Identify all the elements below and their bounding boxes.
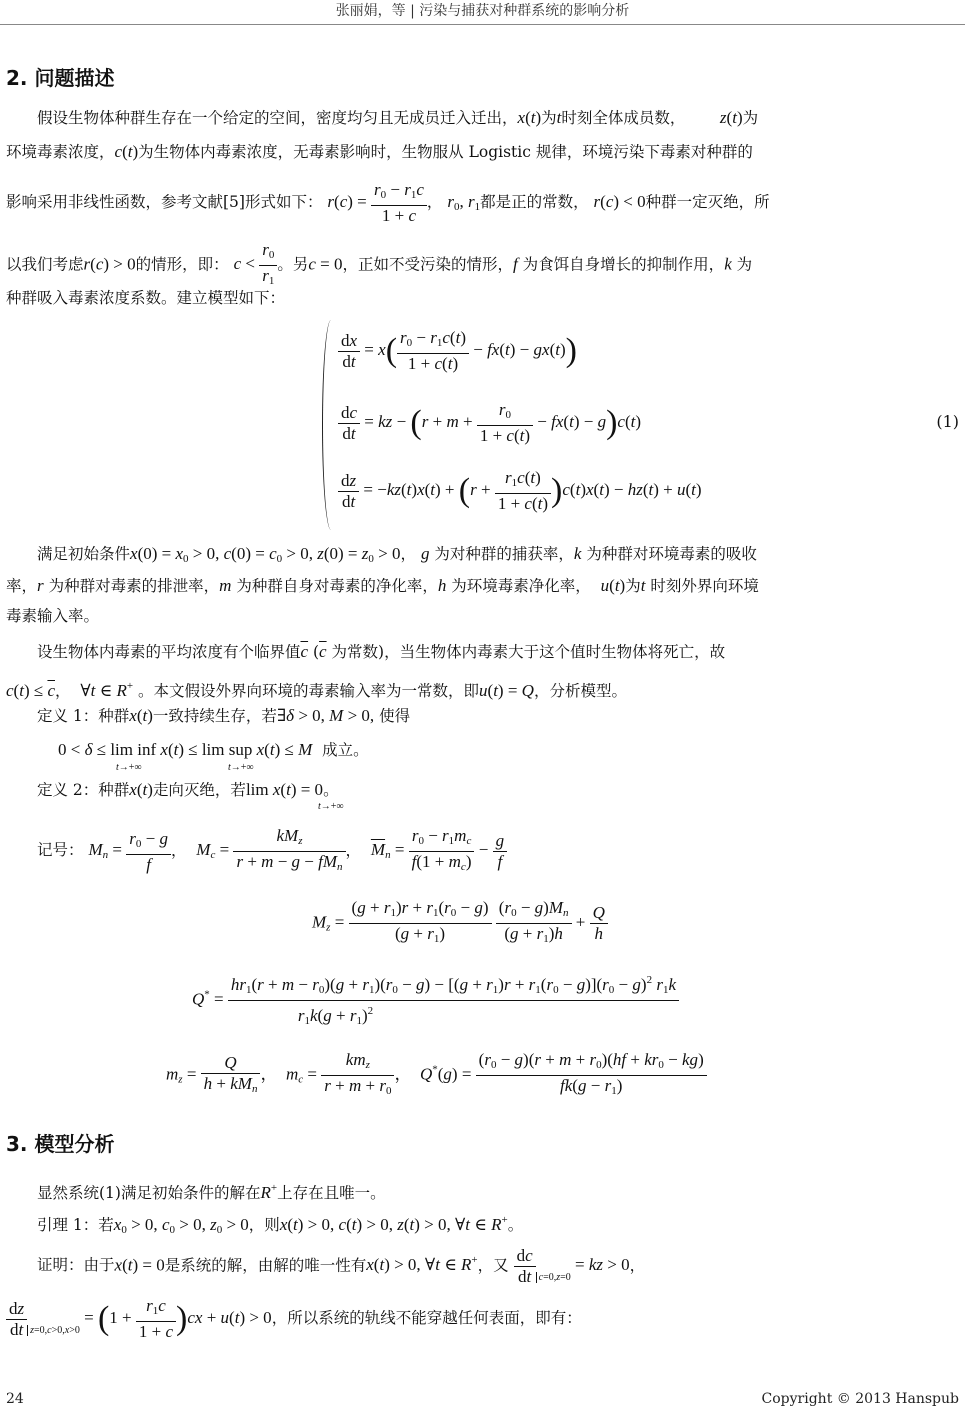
- text: 引理 1：若: [37, 1216, 114, 1234]
- lim-subscript: t→+∞: [318, 801, 344, 812]
- text: 以我们考虑: [6, 255, 84, 274]
- para-line-4: 以我们考虑r(c) > 0的情形，即： c < $\frac{r_0}{r_1}$ 。另c = 0，正如不受污染的情形，f 为食饵自身增长的抑制作用，k 为: [6, 240, 753, 287]
- text: 环境毒素浓度，: [6, 143, 115, 161]
- text: ，所以系统的轨线不能穿越任何表面，即有：: [271, 1308, 582, 1327]
- text: 为食饵自身增长的抑制作用，: [522, 255, 725, 274]
- text: ，则: [248, 1216, 280, 1234]
- text: 为种群自身对毒素的净化率，: [236, 577, 438, 595]
- para-line-8: 毒素输入率。: [6, 607, 100, 625]
- text: 满足初始条件: [37, 545, 131, 563]
- definition-1-inequality: 0 < δ ≤ lim inf x(t) ≤ lim sup x(t) ≤ M 成立。: [58, 740, 369, 759]
- equation-number: (1): [936, 412, 959, 431]
- para-line-9: 设生物体内毒素的平均浓度有个临界值$\overline{c}$ ($\overline{c}$ 为常数)，当生物体内毒素大于这个值时生物体将死亡，故: [6, 642, 961, 662]
- proof-line-2: $\frac{dz}{dt}$ $_{z=0,c>0,x>0}$ = (1 + $\frac{r_1c}{1 + c}$ )cx + u(t) > 0，所以系统的轨线不能穿越任何表面，即有：: [6, 1296, 961, 1342]
- section-2-title: 2. 问题描述: [6, 66, 115, 90]
- proof-line-1: 证明：由于x(t) = 0是系统的解，由解的唯一性有x(t) > 0, ∀t ∈ R+，又 $\frac{dc}{dt}$ $_{c=0,z=0}$ = kz > 0，: [6, 1246, 961, 1288]
- para-line-6: 满足初始条件$x(0) = x_0 > 0$, $c(0) = c_0 > 0$, $z(0) = z_0 > 0$， g 为对种群的捕获率，k 为种群对环境毒素的吸收: [6, 544, 961, 569]
- running-header: 张丽娟，等 | 污染与捕获对种群系统的影响分析: [0, 0, 965, 25]
- para-line-3: 影响采用非线性函数，参考文献[5]形式如下： r(c) = $\frac{r_0 - r_1c}{1 + c}$ ， $r_0$, $r_1$都是正的常数， r(c) < 0种群一定灭绝，所: [6, 180, 770, 225]
- text: 为: [736, 255, 753, 274]
- text: 时刻全体成员数，: [561, 109, 686, 127]
- text: 都是正的常数，: [480, 192, 589, 211]
- text: 率，: [6, 577, 38, 595]
- text: ，正如不受污染的情形，: [342, 255, 513, 274]
- notation-Qstar: Q* = $hr_1(r + m - r_0)(g + r_1)(r_0 - g) - [(g + r_1)r + r_1(r_0 - g)](r_0 - g)^2$ $r_1k$ $r_1k(g + r_1)^2$: [192, 970, 679, 1031]
- text: ，: [400, 545, 417, 563]
- para-line-2: 环境毒素浓度，c(t)为生物体内毒素浓度，无毒素影响时，生物服从 Logistic 规律，环境污染下毒素对种群的: [6, 142, 753, 161]
- text: 走向灭绝，若: [152, 781, 246, 799]
- text: 证明：由于: [37, 1256, 115, 1275]
- text: 为生物体内毒素浓度，无毒素影响时，生物服从 Logistic 规律，环境污染下毒素对种群的: [138, 143, 753, 161]
- system-brace: [322, 320, 337, 530]
- text: 为种群对环境毒素的吸收: [586, 545, 757, 563]
- para-line-7: 率，r 为种群对毒素的排泄率，m 为种群自身对毒素的净化率，h 为环境毒素净化率， u(t)为t 时刻外界向环境: [6, 576, 759, 595]
- text: 为对种群的捕获率，: [434, 545, 574, 563]
- text: 显然系统(1)满足初始条件的解在: [37, 1184, 261, 1202]
- text: ，: [426, 192, 443, 211]
- para-line-1: 假设生物体种群生存在一个给定的空间，密度均匀且无成员迁入迁出，x(t)为t时刻全体成员数， z(t)为: [6, 108, 961, 128]
- para-existence: 显然系统(1)满足初始条件的解在R+上存在且唯一。: [6, 1178, 961, 1203]
- notation-Mz: $M_z$ = $\frac{(g + r_1)r + r_1(r_0 - g)}{(g + r_1)}$ $\frac{(r_0 - g)M_n}{(g + r_1)h}$ + $\frac{Q}{h}$: [312, 898, 608, 949]
- text: 定义 2：种群: [37, 781, 130, 799]
- text: 定义 1：种群: [37, 707, 130, 725]
- liminf-subscript: t→+∞: [116, 762, 142, 773]
- text: 。另: [277, 255, 309, 274]
- notation-line-1: 记号： $M_n$ = $\frac{r_0 - g}{f}$ ， $M_c$ = $\frac{kM_z}{r + m - g - fM_n}$ ， $\overline{M}_n$ = $\frac{r_0 - r_1m_c}{f(1 + m_c)}$ − $\frac{g}{f}$: [6, 826, 961, 877]
- text: 为常数)，当生物体内毒素大于这个值时生物体将死亡，故: [331, 643, 726, 661]
- definition-1: 定义 1：种群x(t)一致持续生存，若∃δ > 0, M > 0, 使得: [6, 706, 961, 726]
- text: 是系统的解，由解的唯一性有: [164, 1256, 367, 1275]
- text: 为: [541, 109, 557, 127]
- equation-dx: $\frac{dx}{dt}$ = x( $\frac{r_0 - r_1c(t)}{1 + c(t)}$ − fx(t) − gx(t)): [338, 328, 577, 374]
- text: 记号：: [37, 841, 84, 860]
- text: 使得: [379, 707, 411, 725]
- text: 为: [742, 109, 759, 127]
- definition-2: 定义 2：种群x(t)走向灭绝，若lim x(t) = 0。: [6, 780, 961, 800]
- text: 时刻外界向环境: [650, 577, 759, 595]
- text: 成立。: [322, 741, 369, 759]
- text: ，又: [477, 1256, 509, 1275]
- copyright: Copyright © 2013 Hanspub: [761, 1391, 959, 1407]
- text: 影响采用非线性函数，参考文献[5]形式如下：: [6, 192, 323, 211]
- para-line-5: 种群吸入毒素浓度系数。建立模型如下：: [6, 289, 286, 307]
- lemma-1: 引理 1：若$x_0 > 0$, $c_0 > 0$, $z_0 > 0$，则x(t) > 0, c(t) > 0, z(t) > 0, ∀t ∈ R+。: [6, 1210, 961, 1240]
- section-3-title: 3. 模型分析: [6, 1132, 115, 1156]
- text: 假设生物体种群生存在一个给定的空间，密度均匀且无成员迁入迁出，: [37, 109, 518, 127]
- para-line-10: $c(t) \le \overline{c}$， ∀t ∈ R+ 。本文假设外界向环境的毒素输入率为一常数，即u(t) = Q，分析模型。: [6, 680, 627, 700]
- text: 上存在且唯一。: [277, 1184, 386, 1202]
- text: 为环境毒素净化率，: [451, 577, 591, 595]
- text: 种群一定灭绝，所: [645, 192, 770, 211]
- equation-dz: $\frac{dz}{dt}$ = −kz(t)x(t) + (r + $\frac{r_1c(t)}{1 + c(t)}$ )c(t)x(t) − hz(t) + u(t): [338, 468, 702, 514]
- text: 为: [625, 577, 641, 595]
- equation-dc: $\frac{dc}{dt}$ = kz − (r + m + $\frac{r_0}{1 + c(t)}$ − fx(t) − g)c(t): [338, 400, 641, 446]
- text: 一致持续生存，若: [152, 707, 277, 725]
- text: 设生物体内毒素的平均浓度有个临界值: [37, 643, 301, 661]
- text: ，分析模型。: [533, 682, 627, 700]
- page-number: 24: [6, 1391, 24, 1407]
- text: 为种群对毒素的排泄率，: [48, 577, 220, 595]
- notation-line-mz-mc-Q: $m_z$ = $\frac{Q}{h + kM_n}$ ， $m_c$ = $\frac{km_z}{r + m + r_0}$ ， Q*(g) = $\frac{(r_0 - g)(r + m + r_0)(hf + kr_0 - kg)}{fk(g - r_1)}$: [166, 1050, 707, 1101]
- text: 。本文假设外界向环境的毒素输入率为一常数，即: [138, 682, 480, 700]
- text: 的情形，即：: [135, 255, 229, 274]
- limsup-subscript: t→+∞: [228, 762, 254, 773]
